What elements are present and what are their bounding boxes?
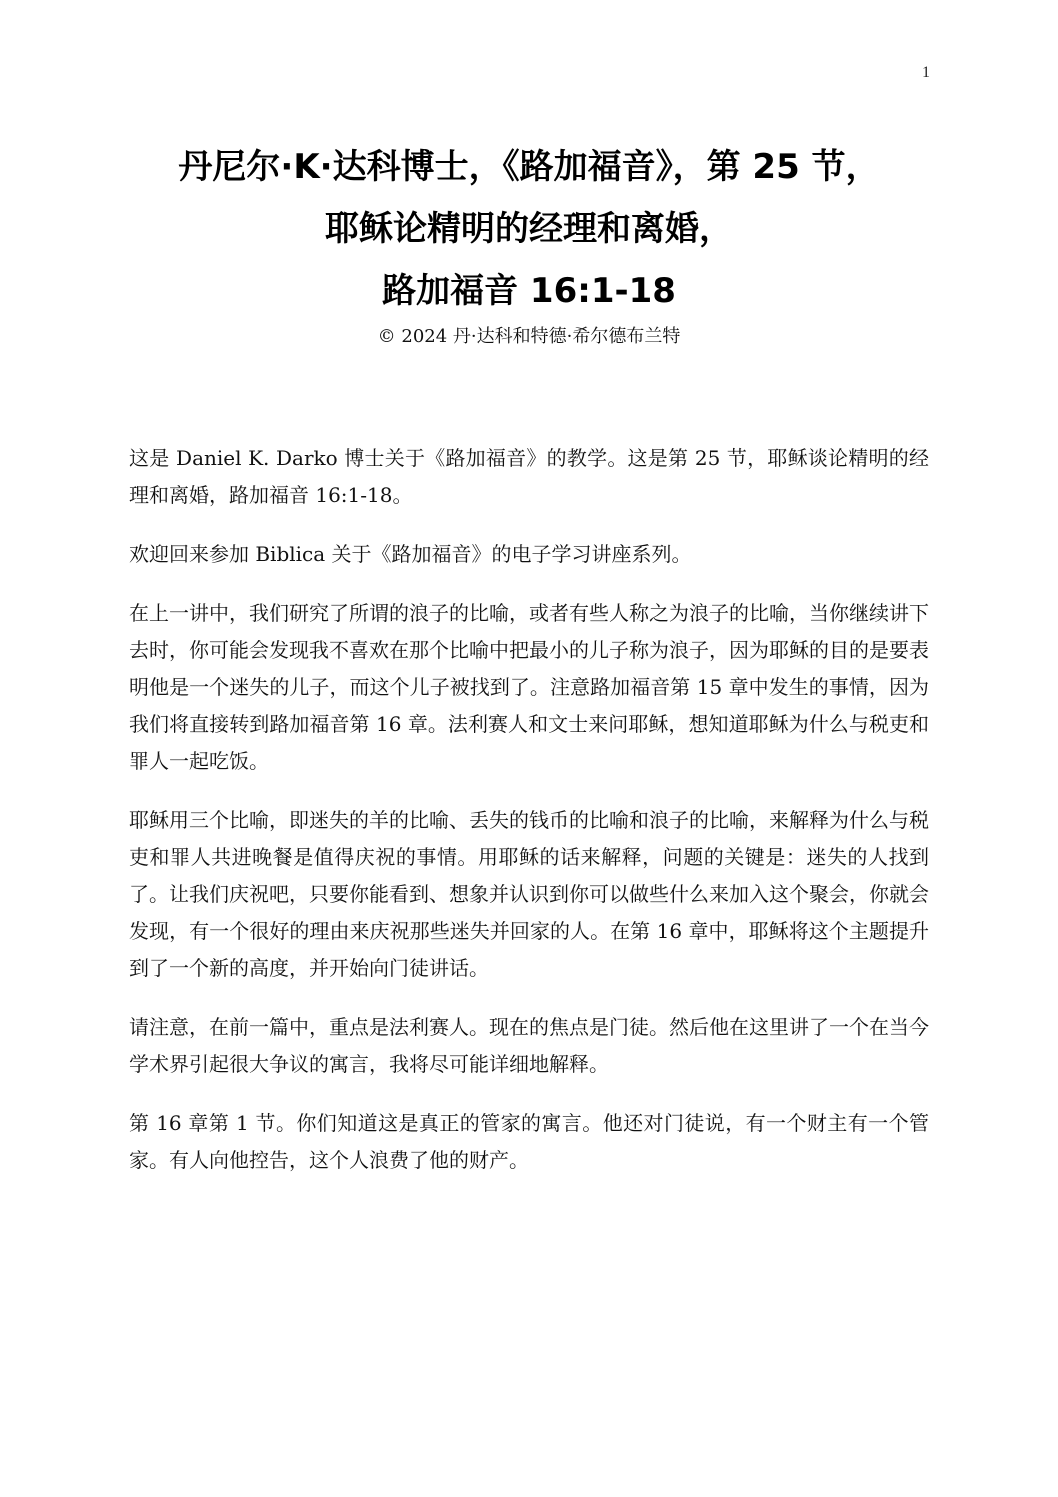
paragraph-three-parables: 耶稣用三个比喻，即迷失的羊的比喻、丢失的钱币的比喻和浪子的比喻，来解释为什么与税吏和罪人共进晚餐是值得庆祝的事情。用耶稣的话来解释，问题的关键是：迷失的人找到了。让我们庆祝吧，只要你能看到、想象并认识到你可以做些什么来加入这个聚会，你就会发现，有一个很好的理由来庆祝那些迷失并回家的人。在第 16 章中，耶稣将这个主题提升到了一个新的高度，并开始向门徒讲话。 <box>129 808 929 980</box>
paragraph-previous-lecture: 在上一讲中，我们研究了所谓的浪子的比喻，或者有些人称之为浪子的比喻，当你继续讲下去时，你可能会发现我不喜欢在那个比喻中把最小的儿子称为浪子，因为耶稣的目的是要表明他是一个迷失的儿子，而这个儿子被找到了。注意路加福音第 15 章中发生的事情，因为我们将直接转到路加福音第 16 章。法利赛人和文士来问耶稣，想知道耶稣为什么与税吏和罪人一起吃饭。 <box>129 601 929 773</box>
document-title-line-1: 丹尼尔·K·达科博士，《路加福音》，第 25 节， <box>178 147 880 187</box>
document-body <box>129 440 929 1201</box>
document-title-line-2: 耶稣论精明的经理和离婚， <box>325 209 733 249</box>
page-number: 1 <box>922 64 930 81</box>
paragraph-intro: 这是 Daniel K. Darko 博士关于《路加福音》的教学。这是第 25 节，耶稣谈论精明的经理和离婚，路加福音 16:1-18。 <box>129 446 929 507</box>
document-title-line-3: 路加福音 16:1-18 <box>382 271 676 311</box>
paragraph-welcome: 欢迎回来参加 Biblica 关于《路加福音》的电子学习讲座系列。 <box>129 542 692 566</box>
copyright-notice: © 2024 丹·达科和特德·希尔德布兰特 <box>377 326 681 347</box>
paragraph-focus-disciples: 请注意，在前一篇中，重点是法利赛人。现在的焦点是门徒。然后他在这里讲了一个在当今学术界引起很大争议的寓言，我将尽可能详细地解释。 <box>129 1015 929 1076</box>
paragraph-chapter-16-verse-1: 第 16 章第 1 节。你们知道这是真正的管家的寓言。他还对门徒说，有一个财主有一个管家。有人向他控告，这个人浪费了他的财产。 <box>129 1111 929 1172</box>
title-block <box>120 136 938 350</box>
